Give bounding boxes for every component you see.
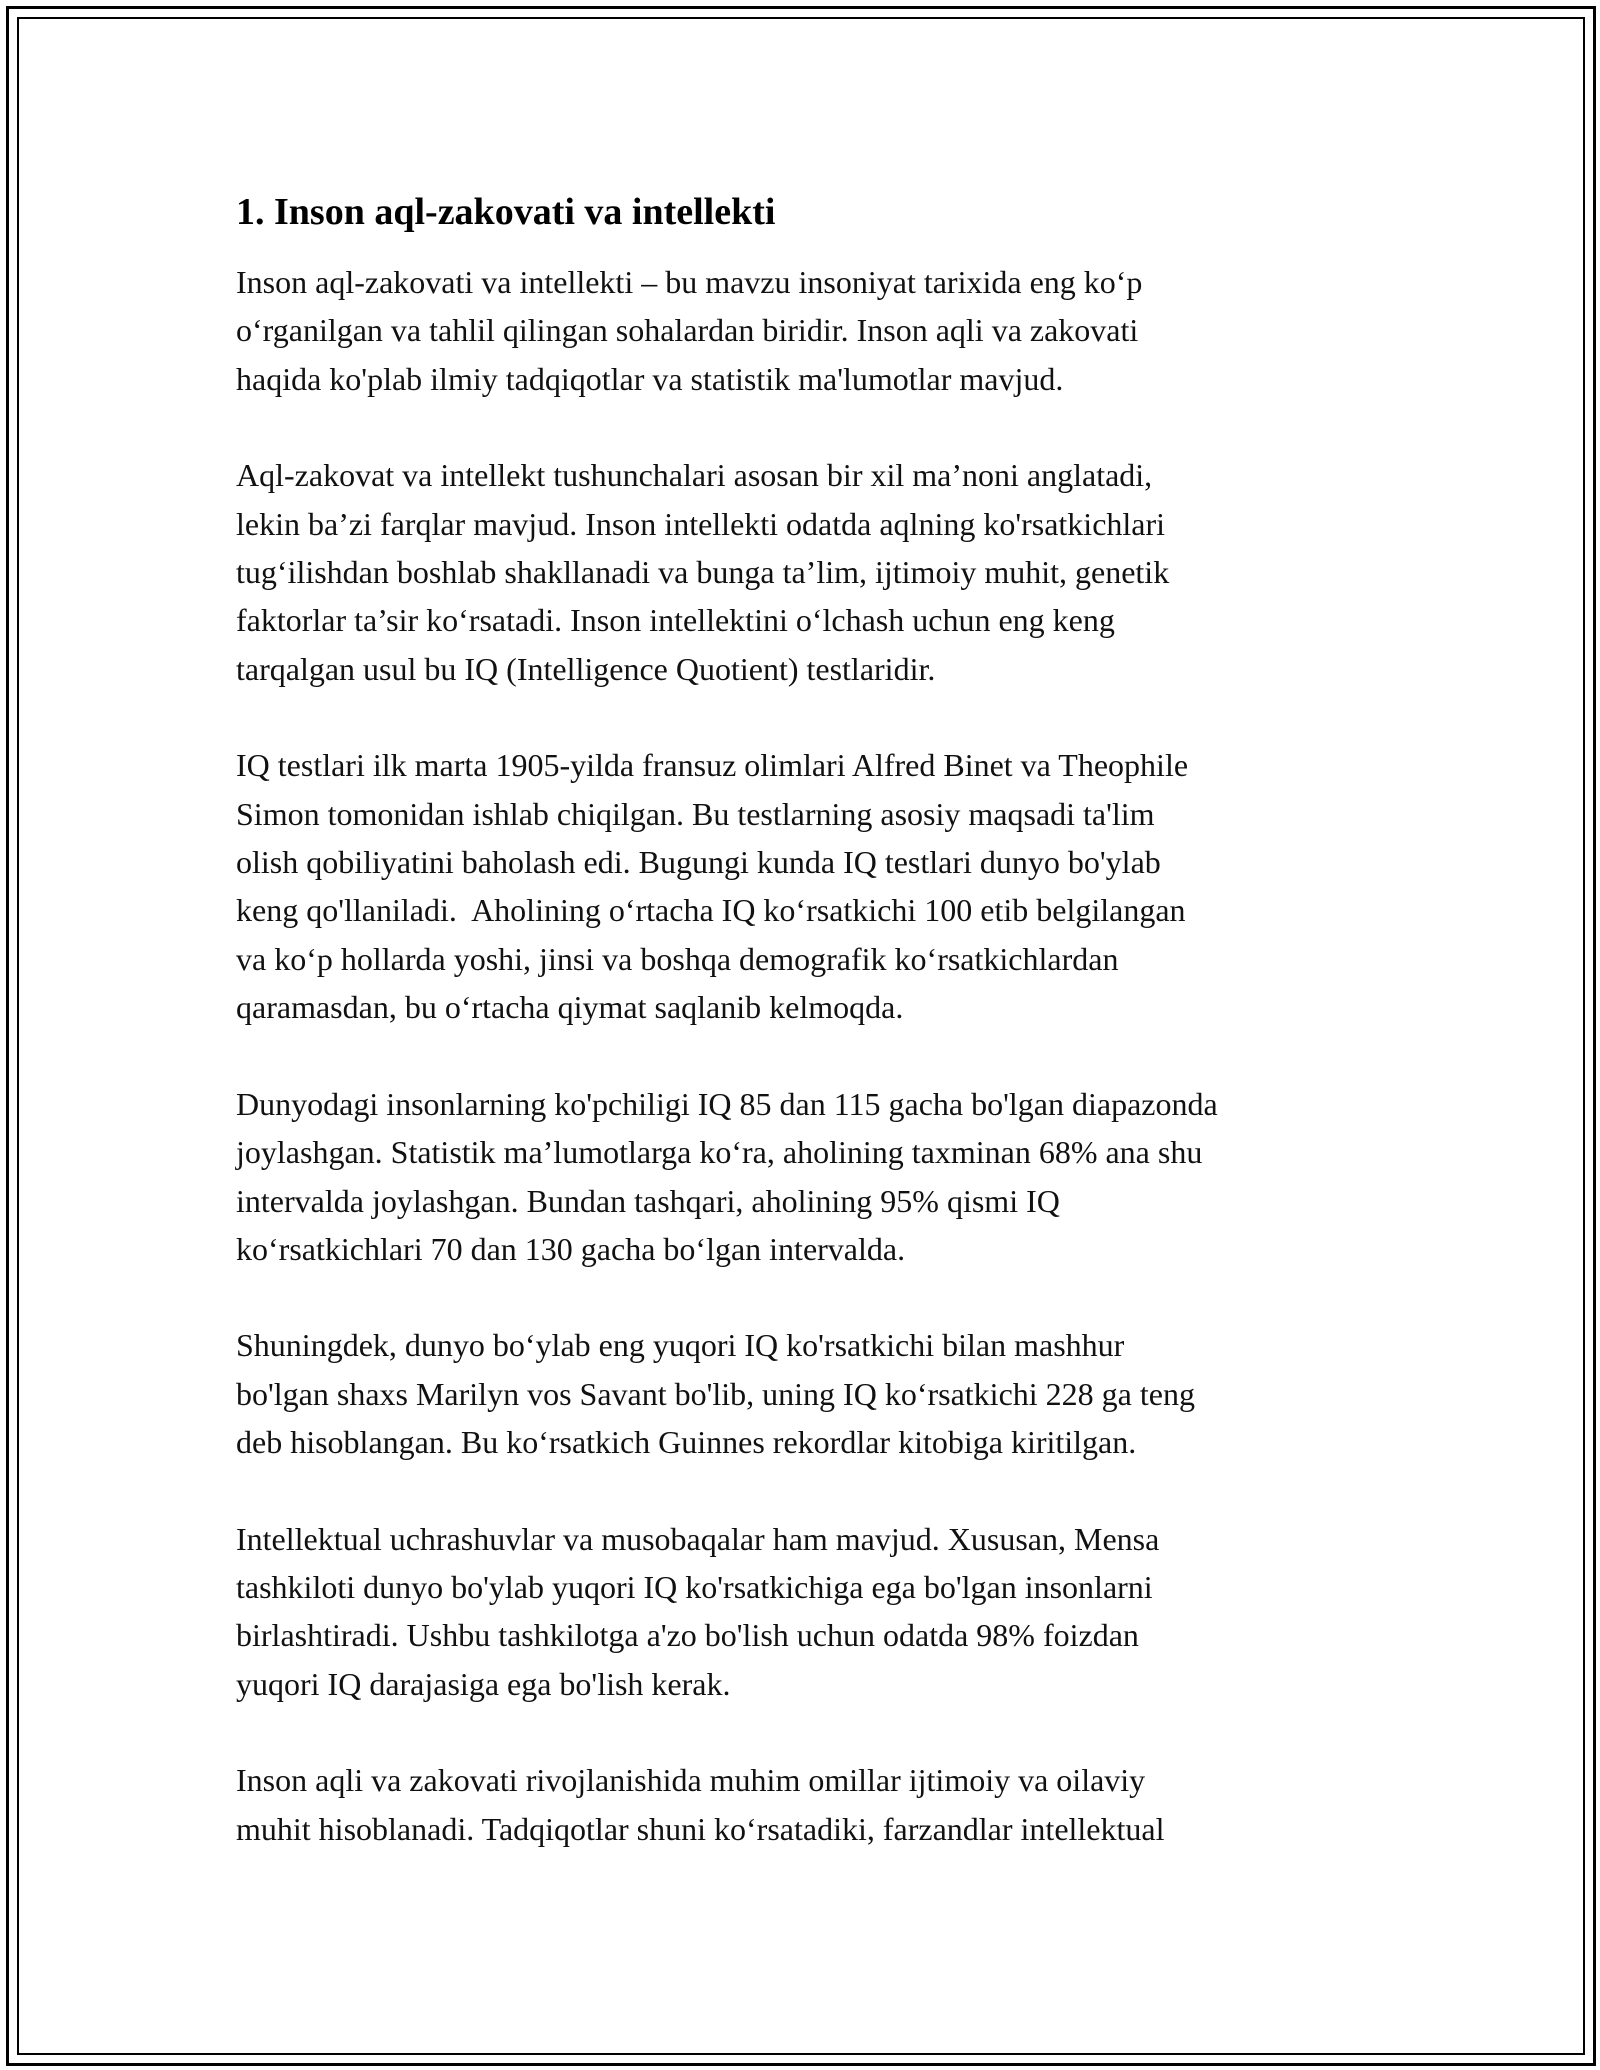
- paragraph-iq-history: [236, 741, 1376, 1031]
- text-line: faktorlar ta’sir ko‘rsatadi. Inson intellektini o‘lchash uchun eng keng: [236, 602, 1115, 639]
- text-line: va ko‘p hollarda yoshi, jinsi va boshqa demografik ko‘rsatkichlardan: [236, 940, 1119, 977]
- paragraph-record: [236, 1321, 1376, 1466]
- text-line: ko‘rsatkichlari 70 dan 130 gacha bo‘lgan intervalda.: [236, 1230, 906, 1267]
- text-line: joylashgan. Statistik ma’lumotlarga ko‘ra, aholining taxminan 68% ana shu: [236, 1134, 1203, 1171]
- paragraph-mensa: [236, 1515, 1376, 1709]
- text-line: Shuningdek, dunyo bo‘ylab eng yuqori IQ ko'rsatkichi bilan mashhur: [236, 1327, 1125, 1364]
- text-line: IQ testlari ilk marta 1905-yilda fransuz olimlari Alfred Binet va Theophile: [236, 747, 1189, 784]
- text-line: haqida ko'plab ilmiy tadqiqotlar va statistik ma'lumotlar mavjud.: [236, 360, 1064, 397]
- text-line: Inson aql-zakovati va intellekti – bu mavzu insoniyat tarixida eng ko‘p: [236, 264, 1143, 300]
- text-line: Simon tomonidan ishlab chiqilgan. Bu testlarning asosiy maqsadi ta'lim: [236, 795, 1155, 832]
- paragraph-definition: [236, 451, 1376, 693]
- text-line: bo'lgan shaxs Marilyn vos Savant bo'lib, uning IQ ko‘rsatkichi 228 ga teng: [236, 1375, 1195, 1412]
- text-line: Dunyodagi insonlarning ko'pchiligi IQ 85 dan 115 gacha bo'lgan diapazonda: [236, 1085, 1218, 1122]
- paragraph-distribution: [236, 1080, 1376, 1274]
- text-line: tug‘ilishdan boshlab shakllanadi va bunga ta’lim, ijtimoiy muhit, genetik: [236, 554, 1170, 591]
- section-heading: 1. Inson aql-zakovati va intellekti: [236, 191, 776, 233]
- text-line: yuqori IQ darajasiga ega bo'lish kerak.: [236, 1665, 731, 1702]
- text-line: lekin ba’zi farqlar mavjud. Inson intellekti odatda aqlning ko'rsatkichlari: [236, 505, 1166, 542]
- text-line: tashkiloti dunyo bo'ylab yuqori IQ ko'rsatkichiga ega bo'lgan insonlarni: [236, 1568, 1153, 1605]
- text-line: o‘rganilgan va tahlil qilingan sohalardan biridir. Inson aqli va zakovati: [236, 312, 1139, 349]
- text-line: tarqalgan usul bu IQ (Intelligence Quotient) testlaridir.: [236, 650, 936, 687]
- text-line: Inson aqli va zakovati rivojlanishida muhim omillar ijtimoiy va oilaviy: [236, 1762, 1146, 1799]
- text-line: intervalda joylashgan. Bundan tashqari, aholining 95% qismi IQ: [236, 1182, 1060, 1219]
- text-line: Intellektual uchrashuvlar va musobaqalar ham mavjud. Xususan, Mensa: [236, 1520, 1160, 1557]
- text-line: deb hisoblangan. Bu ko‘rsatkich Guinnes rekordlar kitobiga kiritilgan.: [236, 1424, 1137, 1461]
- text-line: Aql-zakovat va intellekt tushunchalari asosan bir xil ma’noni anglatadi,: [236, 457, 1153, 494]
- text-line: olish qobiliyatini baholash edi. Bugungi kunda IQ testlari dunyo bo'ylab: [236, 844, 1161, 881]
- paragraph-environment: [236, 1756, 1376, 1853]
- text-line: qaramasdan, bu o‘rtacha qiymat saqlanib kelmoqda.: [236, 989, 904, 1026]
- text-line: keng qo'llaniladi. Aholining o‘rtacha IQ ko‘rsatkichi 100 etib belgilangan: [236, 892, 1186, 929]
- document-body: [236, 186, 1376, 1901]
- text-line: birlashtiradi. Ushbu tashkilotga a'zo bo'lish uchun odatda 98% foizdan: [236, 1617, 1139, 1654]
- text-line: muhit hisoblanadi. Tadqiqotlar shuni ko‘rsatadiki, farzandlar intellektual: [236, 1810, 1165, 1847]
- paragraph-intro: [236, 258, 1376, 403]
